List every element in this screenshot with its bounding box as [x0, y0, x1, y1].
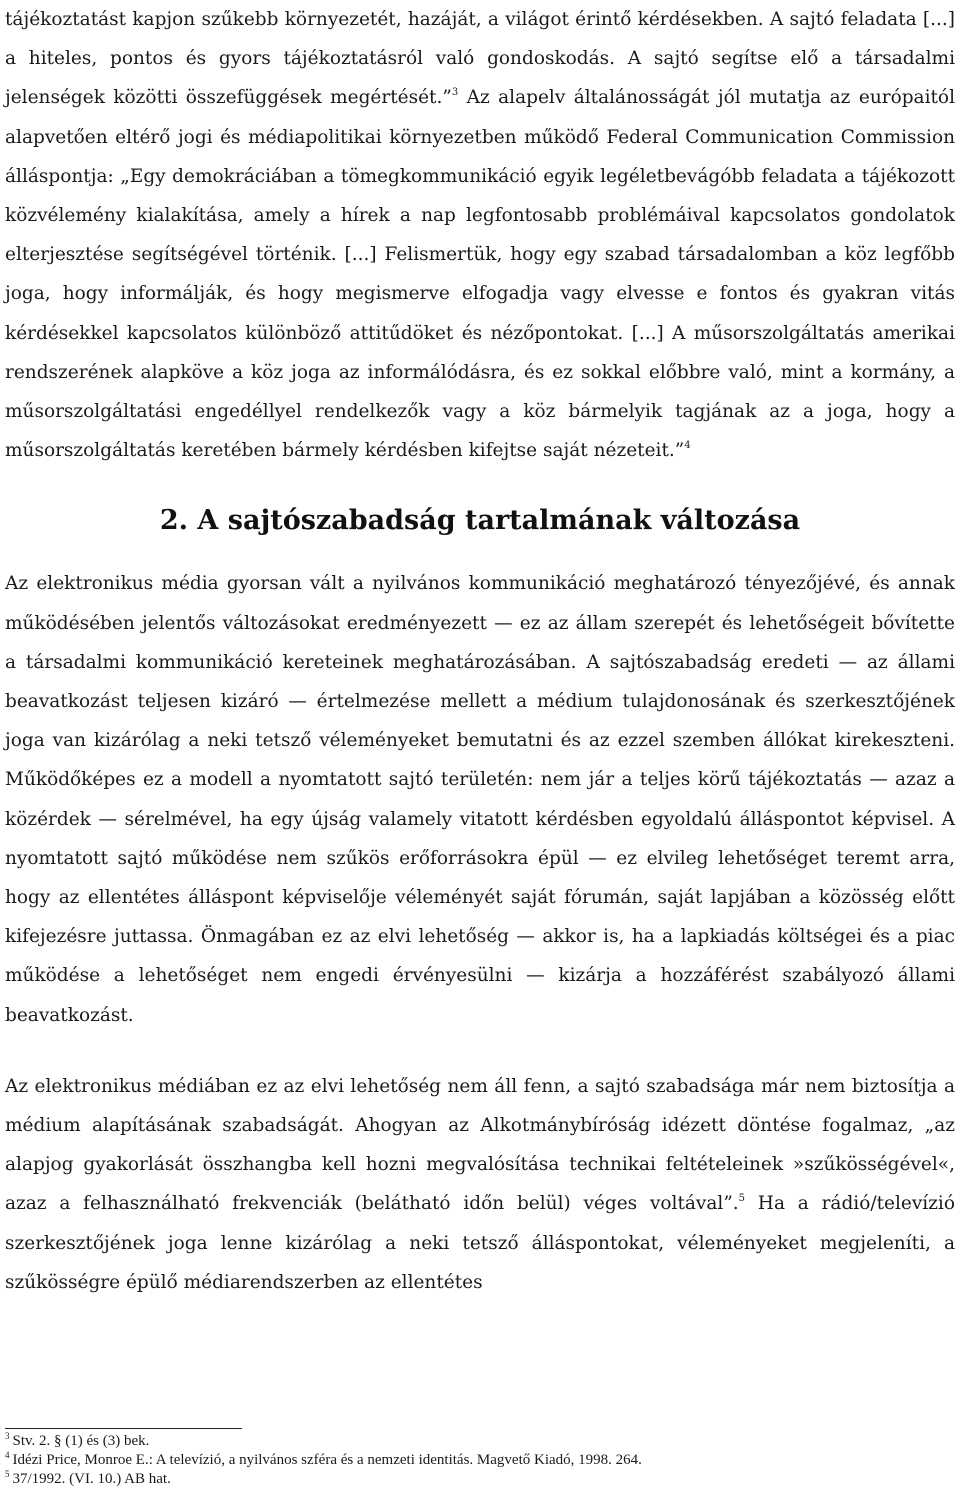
paragraph-3-text: Az elektronikus médiában ez az elvi lehetőség nem áll fenn, a sajtó szabadsága már nem biztosítja a médium alapításának szabadságát. Ahogyan az Alkotmánybíróság idézett döntése fogalmaz, „az alapjog gyakorlását összhangba kell hozni megvalósítása technikai feltételeinek »szűkösségével«, azaz a felhasználható frekvenciák (belátható időn belül) véges voltával”.: [5, 1075, 955, 1215]
footnote-ref-3[interactable]: 3: [451, 87, 459, 99]
paragraph-3: [5, 1067, 955, 1302]
paragraph-3-continued: Ha a rádió/televízió szerkesztőjének joga lenne kizárólag a neki tetsző álláspontokat, véleményeket megjeleníti, a szűkösségre épülő médiarendszerben az ellentétes: [5, 1193, 955, 1293]
footnote-ref-4[interactable]: 4: [684, 440, 691, 452]
footnote-number: 3: [5, 1431, 10, 1441]
footnote-4: [5, 1451, 905, 1470]
footnote-text: Stv. 2. § (1) és (3) bek.: [12, 1433, 150, 1449]
body-text: [5, 0, 955, 1302]
paragraph-1-text: tájékoztatást kapjon szűkebb környezetét, hazáját, a világot érintő kérdésekben. A sajtó feladata [...] a hiteles, pontos és gyors tájékoztatásról való gondoskodás. A sajtó segítse elő a társadalmi jelenségek közötti összefüggések megértését.”: [5, 9, 955, 109]
section-heading: 2. A sajtószabadság tartalmának változása: [159, 505, 801, 537]
paragraph-2: Az elektronikus média gyorsan vált a nyilvános kommunikáció meghatározó tényezőjévé, és annak működésében jelentős változásokat eredményezett — ez az állam szerepét és lehetőségeit bővítette a társadalmi kommunikáció kereteinek meghatározásában. A sajtószabadság eredeti — az állami beavatkozást teljesen kizáró — értelmezése mellett a médium tulajdonosának és szerkesztőjének joga van kizárólag a neki tetsző véleményeket bemutatni és az ezzel szemben állókat kirekeszteni. Működőképes ez a modell a nyomtatott sajtó területén: nem jár a teljes körű tájékoztatás — azaz a közérdek — sérelmével, ha egy újság valamely vitatott kérdésben egyoldalú álláspontot képvisel. A nyomtatott sajtó működése nem szűkös erőforrásokra épül — ez elvileg lehetőséget teremt arra, hogy az ellentétes álláspont képviselője véleményét saját fórumán, saját lapjában a közösség előtt kifejezésre juttassa. Önmagában ez az elvi lehetőség — akkor is, ha a lapkiadás költségei és a piac működése a lehetőséget nem engedi érvényesülni — kizárja a hozzáférést szabályozó állami beavatkozást.: [5, 573, 955, 1026]
footnote-ref-5[interactable]: 5: [738, 1193, 746, 1205]
footnotes: [5, 1432, 905, 1489]
paragraph-1-continued: Az alapelv általánosságát jól mutatja az európaitól alapvetően eltérő jogi és médiapolitikai környezetben működő Federal Communication Commission álláspontja: „Egy demokráciában a tömegkommunikáció egyik legéletbevágóbb feladata a tájékozott közvélemény kialakítása, amely a hírek a nap legfontosabb problémáival kapcsolatos gondolatok elterjesztése segítségével történik. [...] Felismertük, hogy egy szabad társadalomban a köz legfőbb joga, hogy informálják, és hogy megismerve elfogadja vagy elvesse e fontos és gyakran vitás kérdésekkel kapcsolatos különböző attitűdöket és nézőpontokat. [...] A műsorszolgáltatás amerikai rendszerének alapköve a köz joga az informálódásra, és ez sokkal előbbre való, mint a kormány, a műsorszolgáltatási engedéllyel rendelkezők vagy a köz bármelyik tagjának az a joga, hogy a műsorszolgáltatás keretében bármely kérdésben kifejtse saját nézeteit.”: [5, 87, 955, 462]
footnote-5: [5, 1470, 905, 1489]
footnote-separator: [5, 1428, 242, 1429]
footnote-text: Idézi Price, Monroe E.: A televízió, a nyilvános szféra és a nemzeti identitás. Magvető Kiadó, 1998. 264.: [12, 1452, 642, 1468]
footnote-3: [5, 1432, 905, 1451]
paragraph-1: [5, 0, 955, 470]
footnote-number: 4: [5, 1450, 10, 1460]
footnote-number: 5: [5, 1469, 10, 1479]
document-page: [5, 0, 955, 1302]
footnote-text: 37/1992. (VI. 10.) AB hat.: [12, 1471, 171, 1487]
